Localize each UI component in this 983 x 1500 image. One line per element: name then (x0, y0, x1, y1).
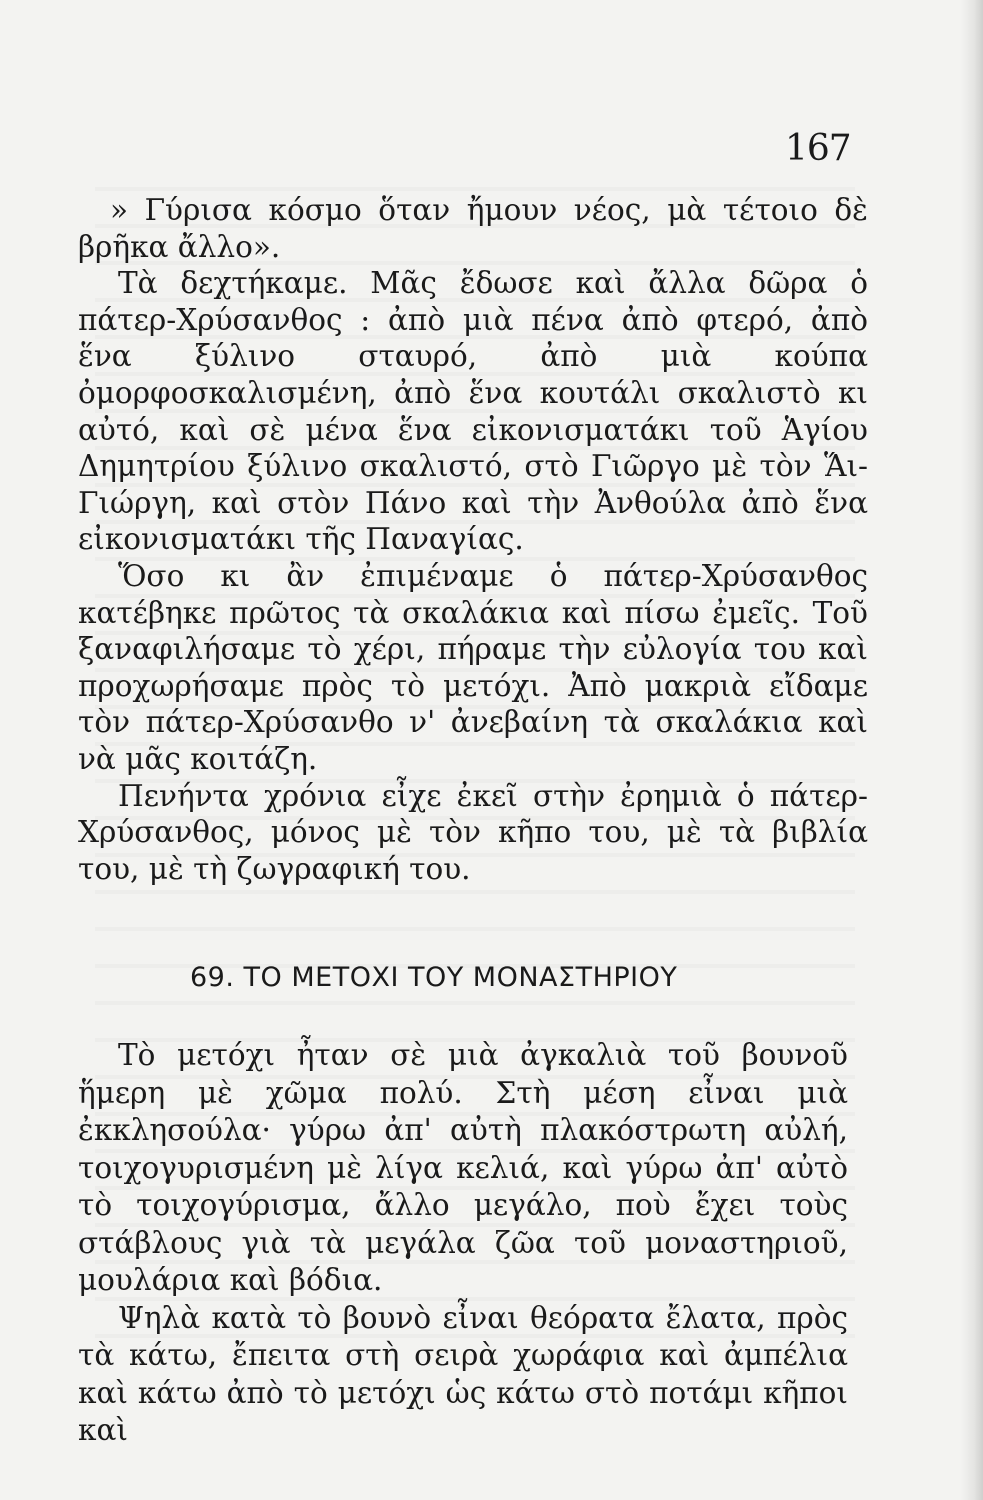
page-number: 167 (785, 128, 851, 169)
paragraph: Τὰ δεχτήκαμε. Μᾶς ἔδωσε καὶ ἄλλα δῶρα ὁ πάτερ-Χρύσανθος : ἀπὸ μιὰ πένα ἀπὸ φτερό, ἀπὸ ἕνα ξύλινο σταυρό, ἀπὸ μιὰ κούπα ὀμορφοσκαλισμένη, ἀπὸ ἕνα κουτάλι σκαλιστὸ κι αὐτό, καὶ σὲ μένα ἕνα εἰκονισματάκι τοῦ Ἁγίου Δημητρίου ξύλινο σκαλιστό, στὸ Γιῶργο μὲ τὸν Ἅι-Γιώργη, καὶ στὸν Πάνο καὶ τὴν Ἀνθούλα ἀπὸ ἕνα εἰκονισματάκι τῆς Παναγίας. (78, 266, 868, 557)
paragraph: Πενήντα χρόνια εἶχε ἐκεῖ στὴν ἐρημιὰ ὁ πάτερ-Χρύσανθος, μόνος μὲ τὸν κῆπο του, μὲ τὰ βιβλία του, μὲ τὴ ζωγραφική του. (78, 778, 868, 886)
paragraph: Ὅσο κι ἂν ἐπιμέναμε ὁ πάτερ-Χρύσανθος κατέβηκε πρῶτος τὰ σκαλάκια καὶ πίσω ἐμεῖς. Τοῦ ξαναφιλήσαμε τὸ χέρι, πήραμε τὴν εὐλογία του καὶ προχωρήσαμε πρὸς τὸ μετόχι. Ἀπὸ μακριὰ εἴδαμε τὸν πάτερ-Χρύσανθο ν' ἀνεβαίνη τὰ σκαλάκια καὶ νὰ μᾶς κοιτάζη. (78, 558, 868, 776)
paragraph: Ψηλὰ κατὰ τὸ βουνὸ εἶναι θεόρατα ἔλατα, πρὸς τὰ κάτω, ἔπειτα στὴ σειρὰ χωράφια καὶ ἀμπέλια καὶ κάτω ἀπὸ τὸ μετόχι ὡς κάτω στὸ ποτάμι κῆποι καὶ (78, 1300, 848, 1447)
section-body-text (78, 1037, 848, 1450)
body-text (78, 192, 868, 887)
section-heading: 69. ΤΟ ΜΕΤΟΧΙ ΤΟΥ ΜΟΝΑΣΤΗΡΙΟΥ (190, 962, 678, 993)
paragraph: » Γύρισα κόσμο ὅταν ἤμουν νέος, μὰ τέτοιο δὲ βρῆκα ἄλλο». (78, 193, 868, 264)
page-edge-shadow (961, 0, 983, 1500)
paragraph: Τὸ μετόχι ἦταν σὲ μιὰ ἀγκαλιὰ τοῦ βουνοῦ ἥμερη μὲ χῶμα πολύ. Στὴ μέση εἶναι μιὰ ἐκκλησούλα· γύρω ἀπ' αὐτὴ πλακόστρωτη αὐλή, τοιχογυρισμένη μὲ λίγα κελιά, καὶ γύρω ἀπ' αὐτὸ τὸ τοιχογύρισμα, ἄλλο μεγάλο, ποὺ ἔχει τοὺς στάβλους γιὰ τὰ μεγάλα ζῶα τοῦ μοναστηριοῦ, μουλάρια καὶ βόδια. (78, 1038, 848, 1297)
